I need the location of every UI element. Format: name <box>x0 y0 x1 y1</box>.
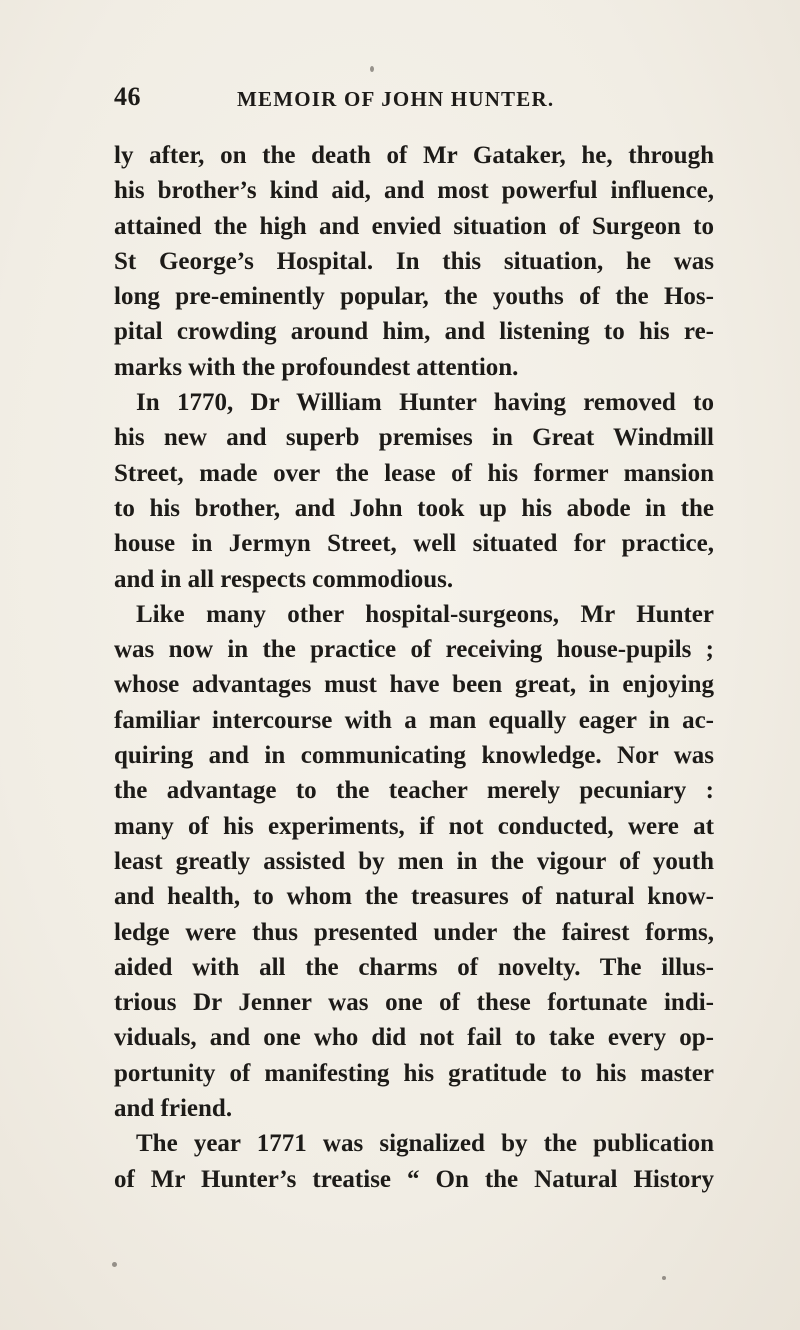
text-line: portunity of manifesting his gratitude to his master <box>114 1059 714 1087</box>
text-line: of Mr Hunter’s treatise “ On the Natural History <box>114 1165 714 1193</box>
text-line: many of his experiments, if not conducted, were at <box>114 812 714 840</box>
text-line: trious Dr Jenner was one of these fortunate indi- <box>114 989 714 1017</box>
text-line: to his brother, and John took up his abode in the <box>114 494 714 522</box>
text-line: ledge were thus presented under the fairest forms, <box>114 918 714 946</box>
text-line: long pre-eminently popular, the youths of the Hos- <box>114 283 714 311</box>
text-line: marks with the profoundest attention. <box>114 353 519 381</box>
text-line: pital crowding around him, and listening to his re- <box>114 318 714 346</box>
text-line: familiar intercourse with a man equally eager in ac- <box>114 706 714 734</box>
text-line: Like many other hospital-surgeons, Mr Hunter <box>136 600 714 628</box>
text-line: was now in the practice of receiving house-pupils ; <box>114 636 714 664</box>
text-line: The year 1771 was signalized by the publication <box>136 1130 714 1158</box>
text-line: whose advantages must have been great, in enjoying <box>114 671 714 699</box>
running-head: MEMOIR OF JOHN HUNTER. <box>237 87 555 111</box>
print-speck <box>370 66 374 72</box>
text-line: St George’s Hospital. In this situation, he was <box>114 247 714 275</box>
print-speck <box>112 1262 117 1267</box>
print-speck <box>662 1276 666 1280</box>
text-line: attained the high and envied situation of Surgeon to <box>114 212 714 240</box>
text-line: house in Jermyn Street, well situated for practice, <box>114 530 714 558</box>
text-line: his brother’s kind aid, and most powerful influence, <box>114 177 714 205</box>
text-line: Street, made over the lease of his former mansion <box>114 459 714 487</box>
text-line: least greatly assisted by men in the vigour of youth <box>114 847 714 875</box>
text-line: ly after, on the death of Mr Gataker, he, through <box>114 142 714 169</box>
text-line: quiring and in communicating knowledge. Nor was <box>114 742 714 770</box>
text-line: aided with all the charms of novelty. The illus- <box>114 953 714 981</box>
text-line: and friend. <box>114 1095 233 1123</box>
text-line: the advantage to the teacher merely pecuniary : <box>114 777 714 805</box>
text-line: In 1770, Dr William Hunter having removed to <box>136 389 714 417</box>
text-line: viduals, and one who did not fail to take every op- <box>114 1024 714 1052</box>
body-text <box>114 138 714 1197</box>
page-number: 46 <box>114 82 141 111</box>
page-header <box>114 82 714 116</box>
text-line: and in all respects commodious. <box>114 565 454 593</box>
text-line: his new and superb premises in Great Windmill <box>114 424 714 452</box>
text-line: and health, to whom the treasures of natural know- <box>114 883 714 911</box>
